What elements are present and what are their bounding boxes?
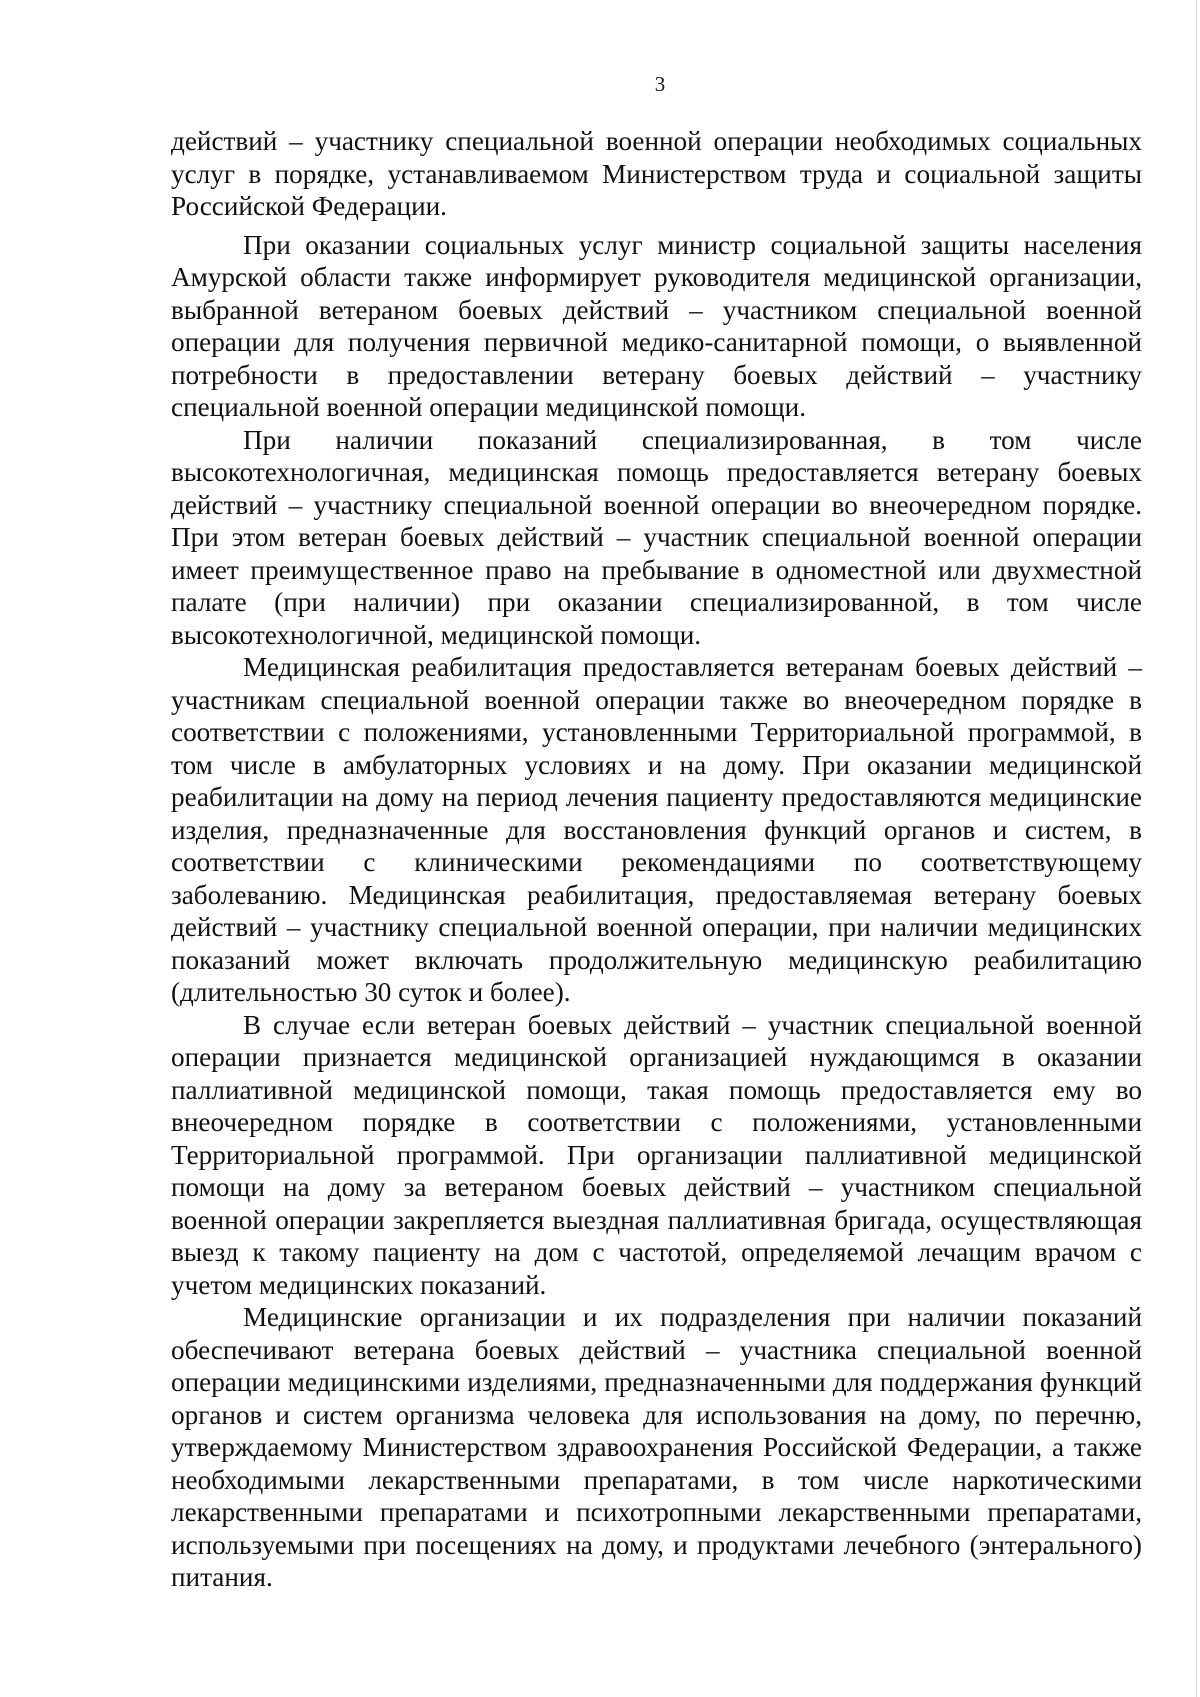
page-number: 3 xyxy=(654,72,666,96)
paragraph-specialized-care: При наличии показаний специализированная, в том числе высокотехнологичная, медицинская помощь предоставляется ветерану боевых действий – участнику специальной военной операции во внеочередном порядке. При этом ветеран боевых действий – участник специальной военной операции имеет преимущественное право на пребывание в одноместной или двухместной палате (при наличии) при оказании специализированной, в том числе высокотехнологичной, медицинской помощи. xyxy=(171,424,1142,650)
paragraph-rehabilitation: Медицинская реабилитация предоставляется ветеранам боевых действий – участникам специальной военной операции также во внеочередном порядке в соответствии с положениями, установленными Территориальной программой, в том числе в амбулаторных условиях и на дому. При оказании медицинской реабилитации на дому на период лечения пациенту предоставляются медицинские изделия, предназначенные для восстановления функций органов и систем, в соответствии с клиническими рекомендациями по соответствующему заболеванию. Медицинская реабилитация, предоставляемая ветерану боевых действий – участнику специальной военной операции, при наличии медицинских показаний может включать продолжительную медицинскую реабилитацию (длительностью 30 суток и более). xyxy=(171,652,1142,1007)
document-body xyxy=(171,125,1142,1594)
paragraph-medical-devices: Медицинские организации и их подразделения при наличии показаний обеспечивают ветерана боевых действий – участника специальной военной операции медицинскими изделиями, предназначенными для поддержания функций органов и систем организма человека для использования на дому, по перечню, утверждаемому Министерством здравоохранения Российской Федерации, а также необходимыми лекарственными препаратами, в том числе наркотическими лекарственными препаратами и психотропными лекарственными препаратами, используемыми при посещениях на дому, и продуктами лечебного (энтерального) питания. xyxy=(171,1302,1142,1592)
paragraph-social-services: При оказании социальных услуг министр социальной защиты населения Амурской области также информирует руководителя медицинской организации, выбранной ветераном боевых действий – участником специальной военной операции для получения первичной медико-санитарной помощи, о выявленной потребности в предоставлении ветерану боевых действий – участнику специальной военной операции медицинской помощи. xyxy=(171,229,1142,422)
page-edge-line xyxy=(1196,0,1197,1697)
paragraph-palliative-care: В случае если ветеран боевых действий – участник специальной военной операции признается медицинской организацией нуждающимся в оказании паллиативной медицинской помощи, такая помощь предоставляется ему во внеочередном порядке в соответствии с положениями, установленными Территориальной программой. При организации паллиативной медицинской помощи на дому за ветераном боевых действий – участником специальной военной операции закрепляется выездная паллиативная бригада, осуществляющая выезд к такому пациенту на дом с частотой, определяемой лечащим врачом с учетом медицинских показаний. xyxy=(171,1009,1142,1300)
paragraph-continuation: действий – участнику специальной военной операции необходимых социальных услуг в порядке, устанавливаемом Министерством труда и социальной защиты Российской Федерации. xyxy=(171,126,1142,221)
